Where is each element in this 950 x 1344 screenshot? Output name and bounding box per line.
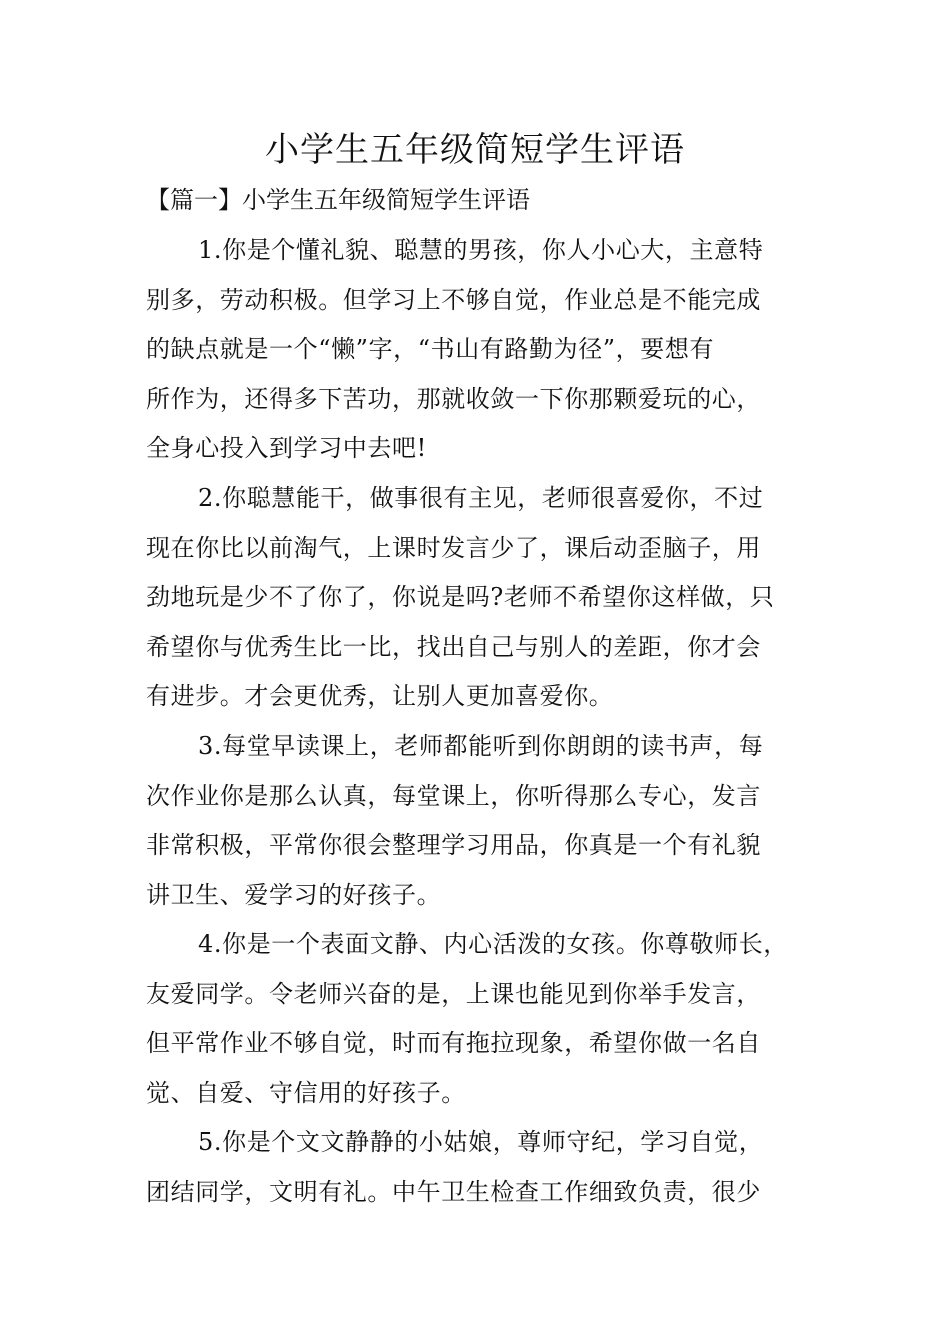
paragraph-1-line-3: 的缺点就是一个“懒”字，“书山有路勤为径”，要想有 bbox=[146, 335, 715, 363]
paragraph-1-line-4: 所作为，还得多下苦功，那就收敛一下你那颗爱玩的心， bbox=[146, 385, 761, 413]
paragraph-3-line-2: 次作业你是那么认真，每堂课上，你听得那么专心，发言 bbox=[146, 782, 761, 810]
paragraph-1-line-1: 1.你是个懂礼貌、聪慧的男孩，你人小心大，主意特 bbox=[198, 236, 764, 264]
paragraph-5-line-1: 5.你是个文文静静的小姑娘，尊师守纪，学习自觉， bbox=[198, 1128, 764, 1156]
paragraph-3-line-4: 讲卫生、爱学习的好孩子。 bbox=[146, 881, 442, 909]
paragraph-2-line-3: 劲地玩是少不了你了，你说是吗?老师不希望你这样做，只 bbox=[146, 583, 775, 611]
paragraph-4-line-3: 但平常作业不够自觉，时而有拖拉现象，希望你做一名自 bbox=[146, 1029, 761, 1057]
paragraph-4-line-2: 友爱同学。令老师兴奋的是，上课也能见到你举手发言， bbox=[146, 980, 761, 1008]
paragraph-2-line-5: 有进步。才会更优秀，让别人更加喜爱你。 bbox=[146, 682, 614, 710]
paragraph-3-line-1: 3.每堂早读课上，老师都能听到你朗朗的读书声，每 bbox=[198, 732, 764, 760]
paragraph-2-line-1: 2.你聪慧能干，做事很有主见，老师很喜爱你，不过 bbox=[198, 484, 764, 512]
document-title: 小学生五年级简短学生评语 bbox=[265, 130, 685, 170]
paragraph-5-line-2: 团结同学，文明有礼。中午卫生检查工作细致负责，很少 bbox=[146, 1178, 761, 1206]
paragraph-4-line-1: 4.你是一个表面文静、内心活泼的女孩。你尊敬师长， bbox=[198, 930, 788, 958]
paragraph-1-line-5: 全身心投入到学习中去吧! bbox=[146, 434, 427, 462]
section-heading: 【篇一】小学生五年级简短学生评语 bbox=[146, 186, 530, 214]
paragraph-2-line-2: 现在你比以前淘气，上课时发言少了，课后动歪脑子，用 bbox=[146, 534, 761, 562]
paragraph-1-line-2: 别多，劳动积极。但学习上不够自觉，作业总是不能完成 bbox=[146, 286, 761, 314]
paragraph-2-line-4: 希望你与优秀生比一比，找出自己与别人的差距，你才会 bbox=[146, 633, 761, 661]
paragraph-4-line-4: 觉、自爱、守信用的好孩子。 bbox=[146, 1079, 466, 1107]
paragraph-3-line-3: 非常积极，平常你很会整理学习用品，你真是一个有礼貌 bbox=[146, 831, 761, 859]
